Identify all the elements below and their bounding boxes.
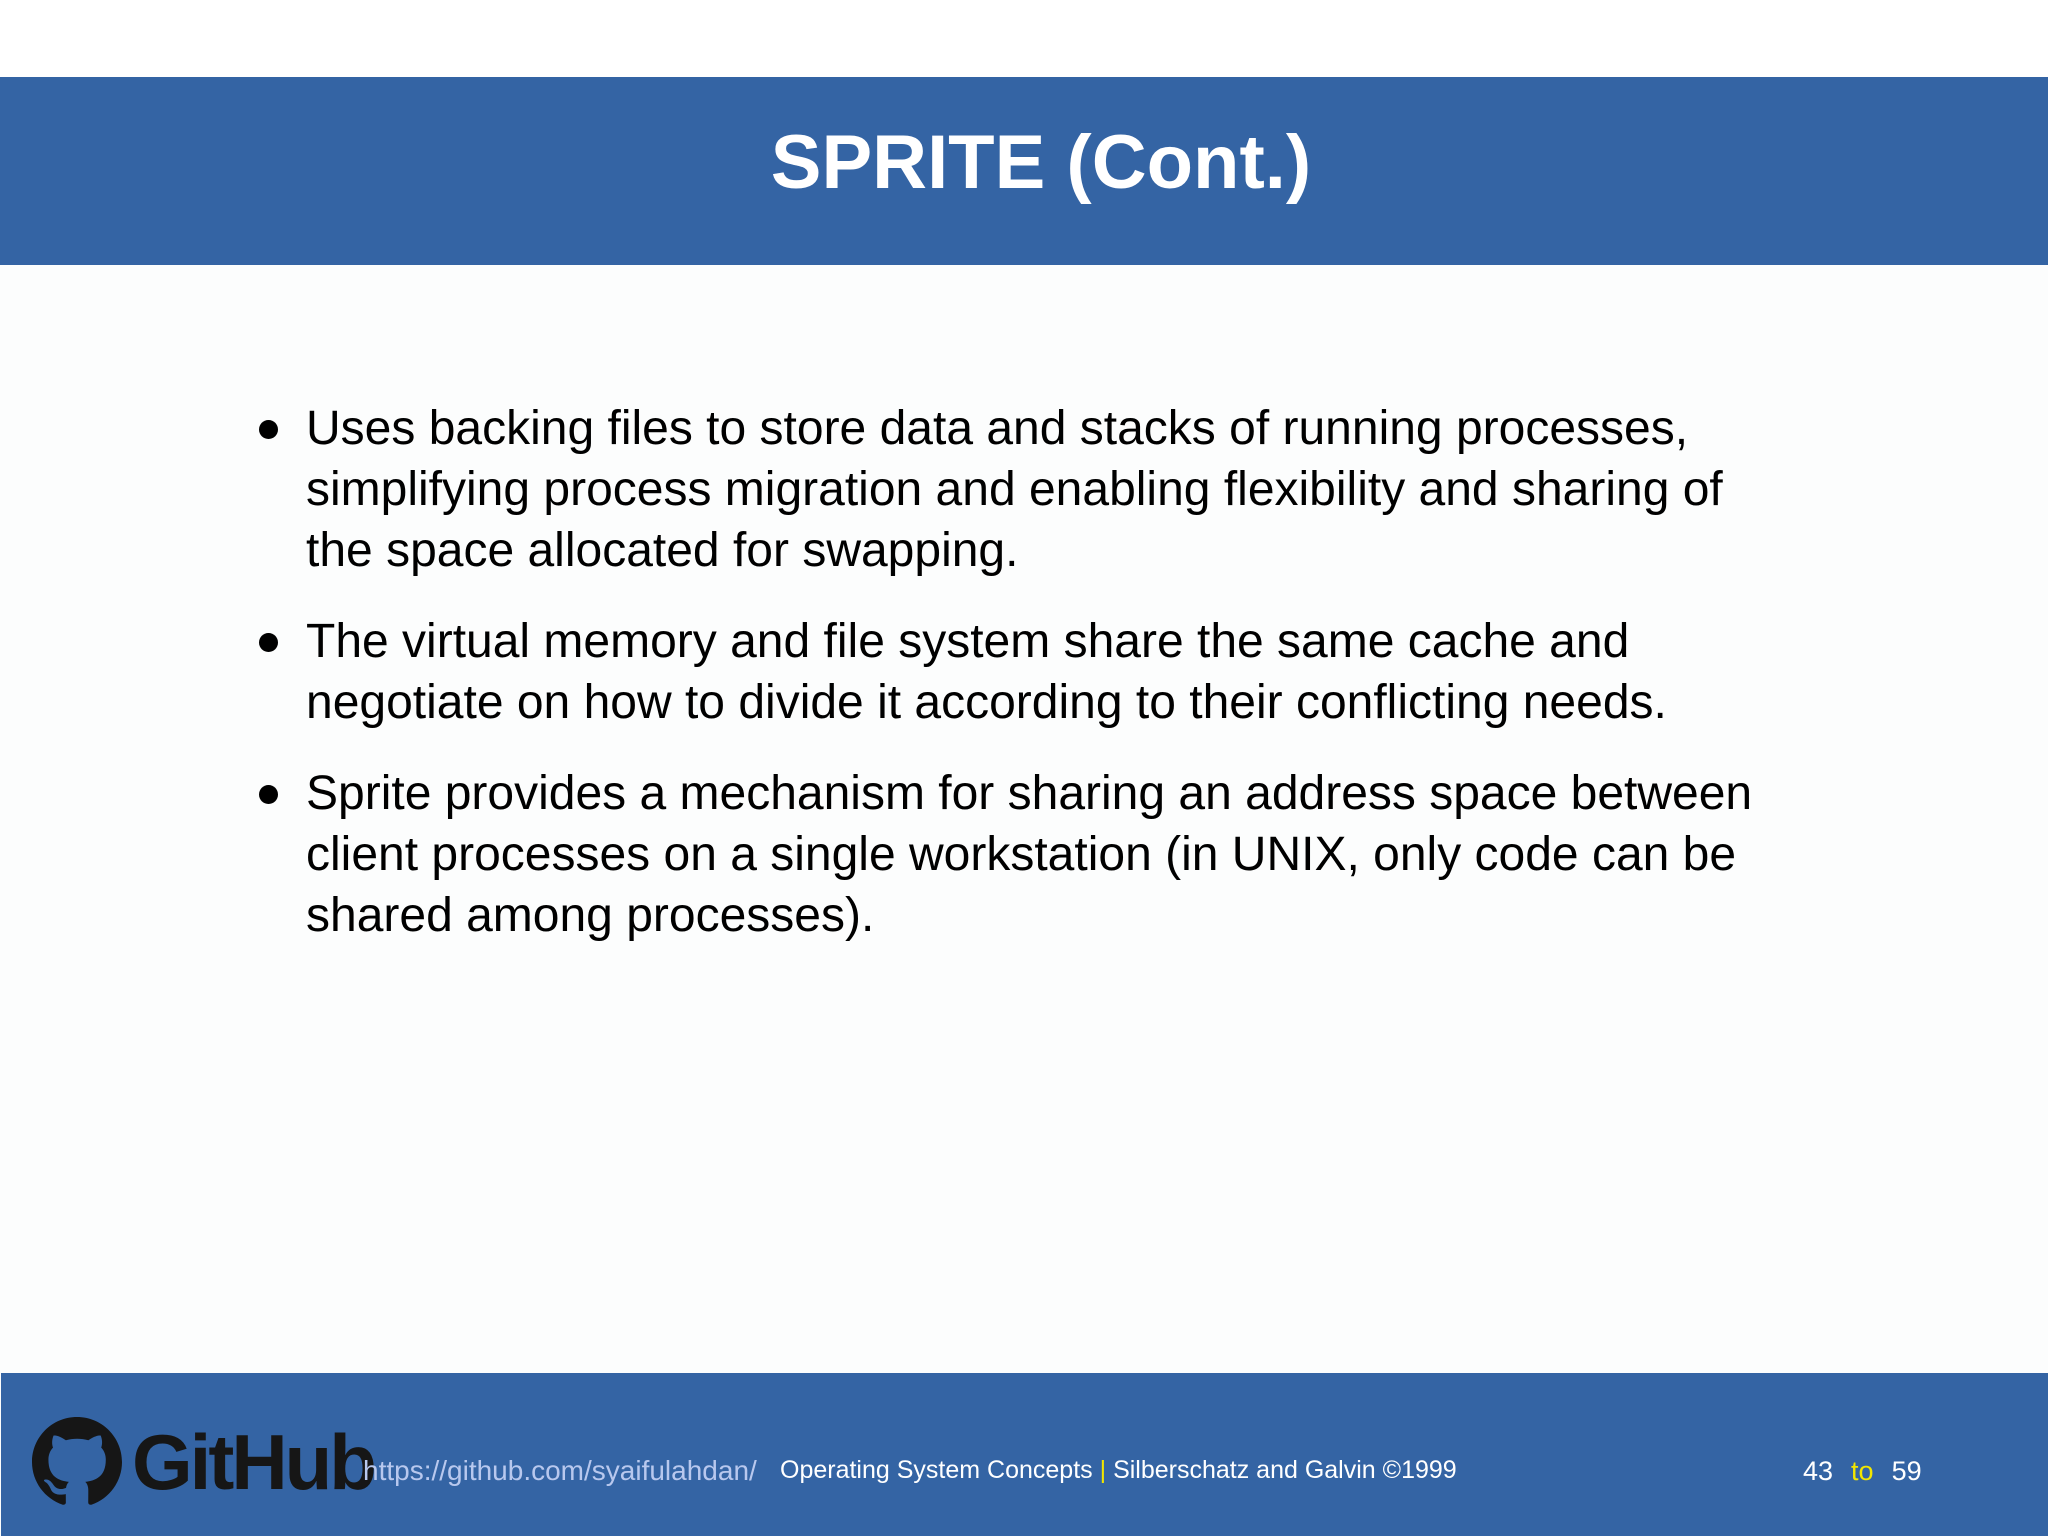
bullet-text: The virtual memory and file system share the same cache and negotiate on how to divide it according to their conflicting needs. xyxy=(306,615,1667,729)
bullet-dot-icon xyxy=(259,420,278,439)
bullet-item xyxy=(256,398,1796,581)
slide-title: SPRITE (Cont.) xyxy=(770,119,1312,205)
footer-bar xyxy=(1,1373,2048,1536)
page-total: 59 xyxy=(1891,1456,1922,1486)
github-url-link[interactable]: https://github.com/syaifulahdan/ xyxy=(363,1455,757,1486)
page-range xyxy=(1803,1456,1922,1487)
github-wordmark: GitHub xyxy=(132,1418,374,1506)
bullet-text: Sprite provides a mechanism for sharing an address space between client processes on a single workstation (in UNIX, only code can be shared among processes). xyxy=(306,767,1753,942)
bullet-item xyxy=(256,611,1796,733)
bullet-text: Uses backing files to store data and stacks of running processes, simplifying process migration and enabling flexibility and sharing of the space allocated for swapping. xyxy=(306,402,1723,577)
book-title: Operating System Concepts xyxy=(780,1456,1093,1484)
bullet-list xyxy=(256,398,1796,976)
bullet-dot-icon xyxy=(259,633,278,652)
bullet-dot-icon xyxy=(259,785,278,804)
bullet-item xyxy=(256,763,1796,946)
top-margin xyxy=(0,0,2048,77)
page-to-label: to xyxy=(1851,1456,1874,1486)
github-logo[interactable] xyxy=(32,1417,374,1507)
github-octocat-icon xyxy=(32,1417,122,1507)
title-bar xyxy=(0,77,2048,265)
page-current: 43 xyxy=(1803,1456,1834,1486)
footer-separator: | xyxy=(1099,1456,1107,1484)
book-authors: Silberschatz and Galvin ©1999 xyxy=(1113,1456,1457,1484)
footer-citation xyxy=(780,1456,1457,1485)
